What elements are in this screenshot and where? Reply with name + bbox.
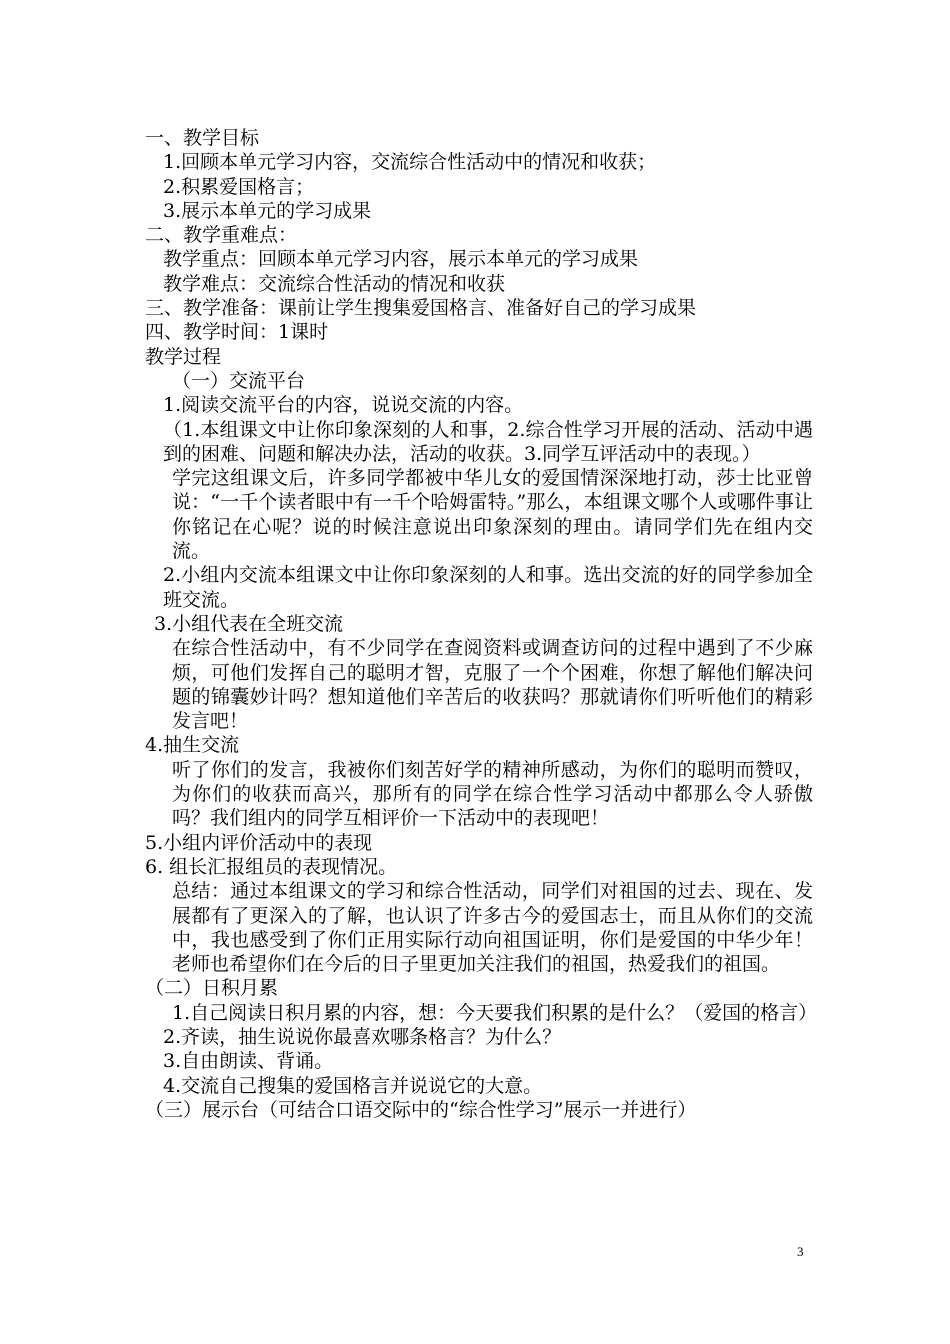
section-heading-objectives: 一、教学目标 xyxy=(145,127,260,149)
objective-item-1: 1.回顾本单元学习内容，交流综合性活动中的情况和收获； xyxy=(163,151,657,174)
exchange-step-3: 3.小组代表在全班交流 xyxy=(154,612,344,635)
exchange-content-note: （1.本组课文中让你印象深刻的人和事，2.综合性学习开展的活动、活动中遇到的困难、问题和解决办法，活动的收获。3.同学互评活动中的表现。） xyxy=(163,418,813,465)
exchange-step-1: 1.阅读交流平台的内容，说说交流的内容。 xyxy=(163,394,524,417)
accumulation-step-2: 2.齐读，抽生说说你最喜欢哪条格言？为什么？ xyxy=(163,1025,562,1048)
page-number: 3 xyxy=(797,1244,804,1259)
praise-paragraph: 听了你们的发言，我被你们刻苦好学的精神所感动，为你们的聪明而赞叹，为你们的收获而高兴，那所有的同学在综合性学习活动中都那么令人骄傲吗？我们组内的同学互相评价一下活动中的表现吧！ xyxy=(172,758,813,830)
exchange-step-2: 2.小组内交流本组课文中让你印象深刻的人和事。选出交流的好的同学参加全班交流。 xyxy=(163,564,813,611)
section-heading-preparation: 三、教学准备：课前让学生搜集爱国格言、准备好自己的学习成果 xyxy=(145,297,697,320)
exchange-intro-paragraph: 学完这组课文后，许多同学都被中华儿女的爱国情深深地打动，莎士比亚曾说：“一千个读者眼中有一千个哈姆雷特。”那么，本组课文哪个人或哪件事让你铭记在心呢？说的时候注意说出印象深刻的理由。请同学们先在组内交流。 xyxy=(172,467,813,563)
exchange-step-5: 5.小组内评价活动中的表现 xyxy=(145,831,373,854)
key-point: 教学重点：回顾本单元学习内容，展示本单元的学习成果 xyxy=(163,248,639,271)
objective-item-3: 3.展示本单元的学习成果 xyxy=(163,199,372,222)
accumulation-step-3: 3.自由朗读、背诵。 xyxy=(163,1050,334,1073)
exchange-step-6: 6. 组长汇报组员的表现情况。 xyxy=(145,855,398,878)
objective-item-2: 2.积累爱国格言； xyxy=(163,175,315,198)
subsection-heading-exchange: （一）交流平台 xyxy=(172,369,306,392)
subsection-heading-showcase: （三）展示台（可结合口语交际中的“综合性学习”展示一并进行） xyxy=(145,1098,697,1121)
teaching-process-heading: 教学过程 xyxy=(145,345,222,368)
document-body xyxy=(145,126,818,1122)
section-heading-key-points: 二、教学重难点： xyxy=(145,224,298,247)
section-heading-time: 四、教学时间：1课时 xyxy=(145,321,329,344)
summary-paragraph: 总结：通过本组课文的学习和综合性活动，同学们对祖国的过去、现在、发展都有了更深入的了解，也认识了许多古今的爱国志士，而且从你们的交流中，我也感受到了你们正用实际行动向祖国证明，你们是爱国的中华少年！老师也希望你们在今后的日子里更加关注我们的祖国，热爱我们的祖国。 xyxy=(172,880,813,976)
activity-paragraph: 在综合性活动中，有不少同学在查阅资料或调查访问的过程中遇到了不少麻烦，可他们发挥自己的聪明才智，克服了一个个困难，你想了解他们解决问题的锦囊妙计吗？想知道他们辛苦后的收获吗？那就请你们听听他们的精彩发言吧！ xyxy=(172,637,813,733)
accumulation-step-4: 4.交流自己搜集的爱国格言并说说它的大意。 xyxy=(163,1074,543,1097)
subsection-heading-accumulation: （二）日积月累 xyxy=(145,977,279,1000)
accumulation-step-1: 1.自己阅读日积月累的内容，想：今天要我们积累的是什么？（爱国的格言） xyxy=(172,1001,818,1024)
difficult-point: 教学难点：交流综合性活动的情况和收获 xyxy=(163,272,506,295)
exchange-step-4: 4.抽生交流 xyxy=(145,734,240,757)
